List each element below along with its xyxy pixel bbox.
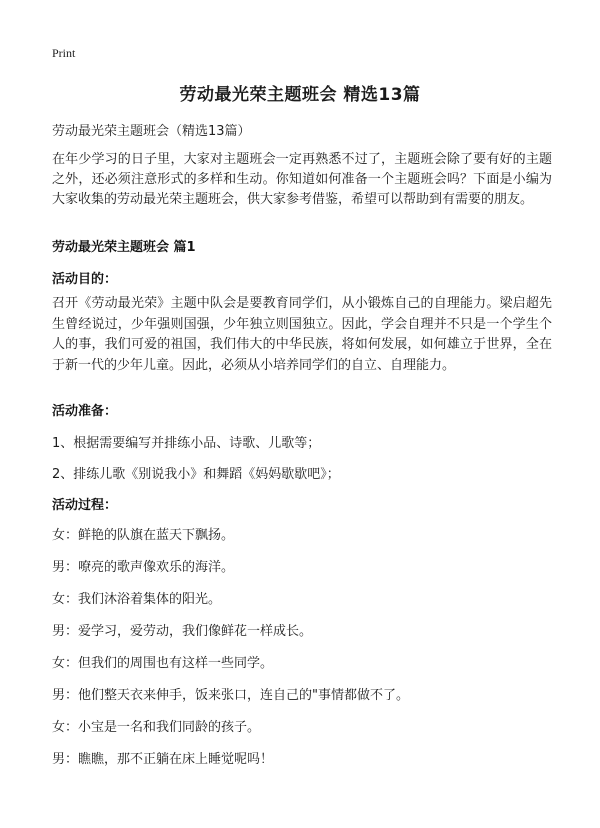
dialogue-line: 女：小宝是一名和我们同龄的孩子。	[52, 720, 261, 735]
page-title: 劳动最光荣主题班会 精选13篇	[179, 85, 421, 105]
dialogue-line: 男：瞧瞧，那不正躺在床上睡觉呢吗！	[52, 752, 274, 767]
dialogue-line: 女：我们沐浴着集体的阳光。	[52, 592, 222, 607]
purpose-heading: 活动目的：	[52, 272, 118, 287]
process-heading: 活动过程：	[52, 498, 118, 513]
print-label[interactable]: Print	[52, 46, 76, 60]
dialogue-line: 男：嘹亮的歌声像欢乐的海洋。	[52, 560, 235, 575]
intro-paragraph: 在年少学习的日子里，大家对主题班会一定再熟悉不过了，主题班会除了要有好的主题之外，还必须注意形式的多样和生动。你知道如何准备一个主题班会吗？下面是小编为大家收集的劳动最光荣主题班会，供大家参考借鉴，希望可以帮助到有需要的朋友。	[52, 152, 552, 207]
document-subtitle: 劳动最光荣主题班会（精选13篇）	[52, 124, 251, 139]
purpose-paragraph: 召开《劳动最光荣》主题中队会是要教育同学们，从小锻炼自己的自理能力。梁启超先生曾经说过，少年强则国强，少年独立则国独立。因此，学会自理并不只是一个学生个人的事，我们可爱的祖国，我们伟大的中华民族，将如何发展，如何雄立于世界，全在于新一代的少年儿童。因此，必须从小培养同学们的自立、自理能力。	[52, 296, 552, 373]
section-title: 劳动最光荣主题班会 篇1	[52, 240, 196, 255]
prep-heading: 活动准备：	[52, 404, 118, 419]
dialogue-line: 女：鲜艳的队旗在蓝天下飘扬。	[52, 528, 235, 543]
dialogue-line: 男：爱学习，爱劳动，我们像鲜花一样成长。	[52, 624, 313, 639]
prep-item: 1、根据需要编写并排练小品、诗歌、儿歌等；	[52, 436, 321, 451]
dialogue-line: 女：但我们的周围也有这样一些同学。	[52, 656, 274, 671]
prep-item: 2、排练儿歌《别说我小》和舞蹈《妈妈歇歇吧》；	[52, 467, 340, 482]
dialogue-line: 男：他们整天衣来伸手，饭来张口，连自己的"事情都做不了。	[52, 688, 409, 703]
